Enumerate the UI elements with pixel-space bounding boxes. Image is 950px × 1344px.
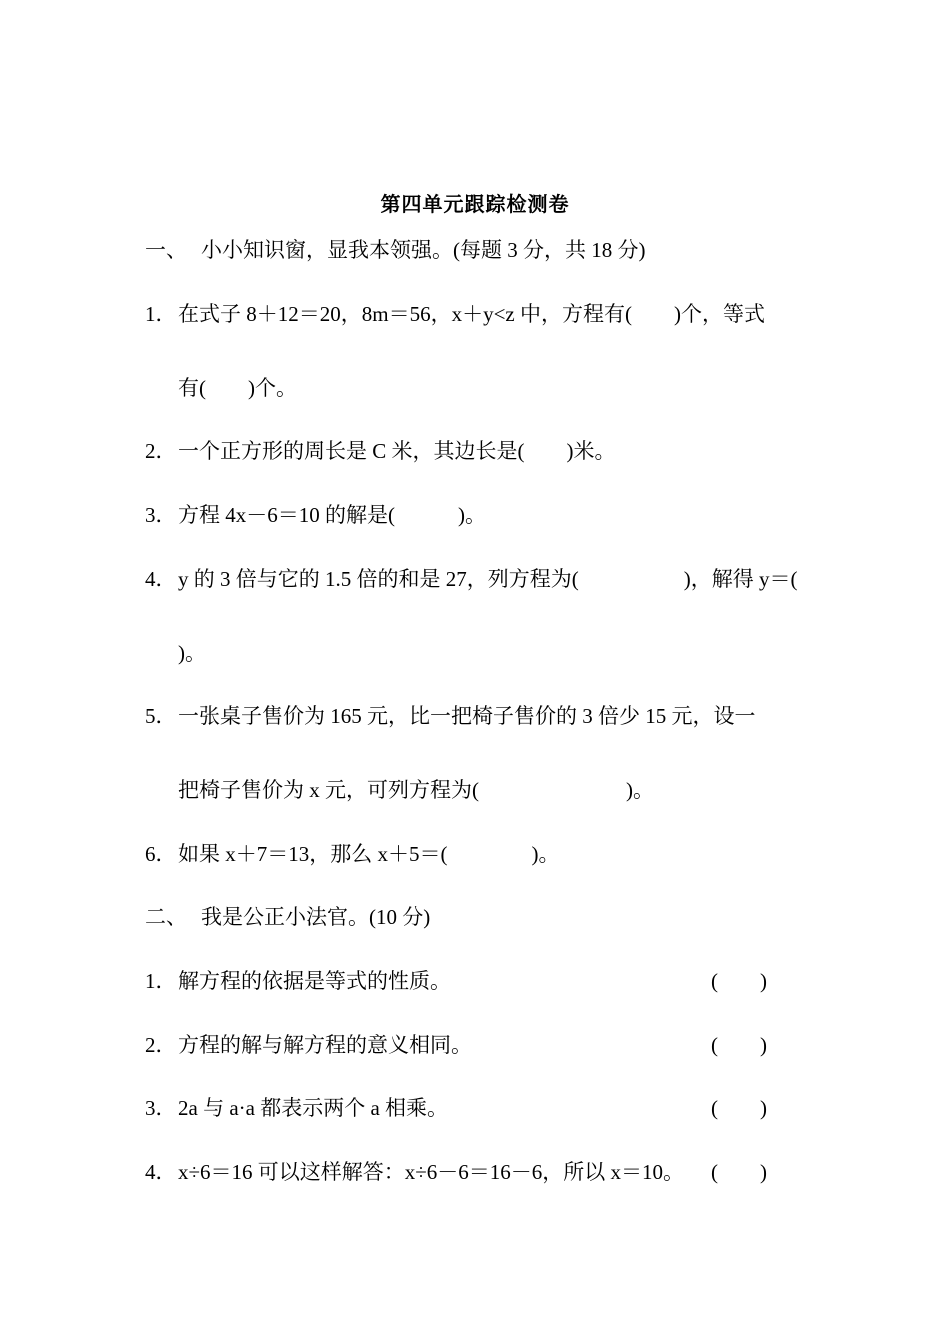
question-text: 在式子 8＋12＝20，8m＝56，x＋y<z 中，方程有( )个，等式	[178, 302, 765, 326]
question-number: 5．	[145, 704, 177, 728]
section-title: 小小知识窗，显我本领强。(每题 3 分，共 18 分)	[201, 238, 646, 262]
judge-item-1	[145, 967, 451, 995]
answer-blank[interactable]: ( )	[711, 1096, 767, 1120]
question-3	[145, 501, 486, 529]
question-number: 6．	[145, 842, 177, 866]
page-title: 第四单元跟踪检测卷	[380, 194, 570, 216]
question-number: 3．	[145, 1096, 177, 1120]
question-text: 方程的解与解方程的意义相同。	[178, 1033, 472, 1057]
question-text: 解方程的依据是等式的性质。	[178, 969, 451, 993]
section-number: 二、	[145, 905, 187, 929]
question-number: 4．	[145, 567, 177, 591]
section-2-heading	[145, 903, 430, 931]
question-text: y 的 3 倍与它的 1.5 倍的和是 27，列方程为( )，解得 y＝(	[178, 567, 798, 591]
question-6	[145, 840, 560, 868]
answer-blank[interactable]: ( )	[711, 969, 767, 993]
question-5-line-2: 把椅子售价为 x 元，可列方程为( )。	[178, 778, 654, 802]
question-text: 如果 x＋7＝13，那么 x＋5＝( )。	[178, 842, 560, 866]
answer-blank[interactable]: ( )	[711, 1160, 767, 1184]
question-text: 一张桌子售价为 165 元，比一把椅子售价的 3 倍少 15 元，设一	[178, 704, 756, 728]
section-title: 我是公正小法官。(10 分)	[201, 905, 431, 929]
question-4-line-1	[145, 565, 797, 593]
judge-item-4	[145, 1158, 684, 1186]
judge-item-2	[145, 1031, 472, 1059]
question-2	[145, 437, 616, 465]
question-4-line-2: )。	[178, 641, 206, 665]
question-number: 2．	[145, 439, 177, 463]
section-number: 一、	[145, 238, 187, 262]
question-number: 1．	[145, 302, 177, 326]
question-text: x÷6＝16 可以这样解答：x÷6－6＝16－6，所以 x＝10。	[178, 1160, 685, 1184]
section-1-heading	[145, 236, 646, 264]
question-text: 2a 与 a·a 都表示两个 a 相乘。	[178, 1096, 449, 1120]
question-1-line-1	[145, 300, 765, 328]
question-number: 1．	[145, 969, 177, 993]
question-number: 3．	[145, 503, 177, 527]
question-5-line-1	[145, 702, 756, 730]
question-text: 方程 4x－6＝10 的解是( )。	[178, 503, 486, 527]
question-1-line-2: 有( )个。	[178, 376, 297, 400]
judge-item-3	[145, 1094, 448, 1122]
answer-blank[interactable]: ( )	[711, 1033, 767, 1057]
question-number: 2．	[145, 1033, 177, 1057]
question-text: 一个正方形的周长是 C 米，其边长是( )米。	[178, 439, 616, 463]
question-number: 4．	[145, 1160, 177, 1184]
